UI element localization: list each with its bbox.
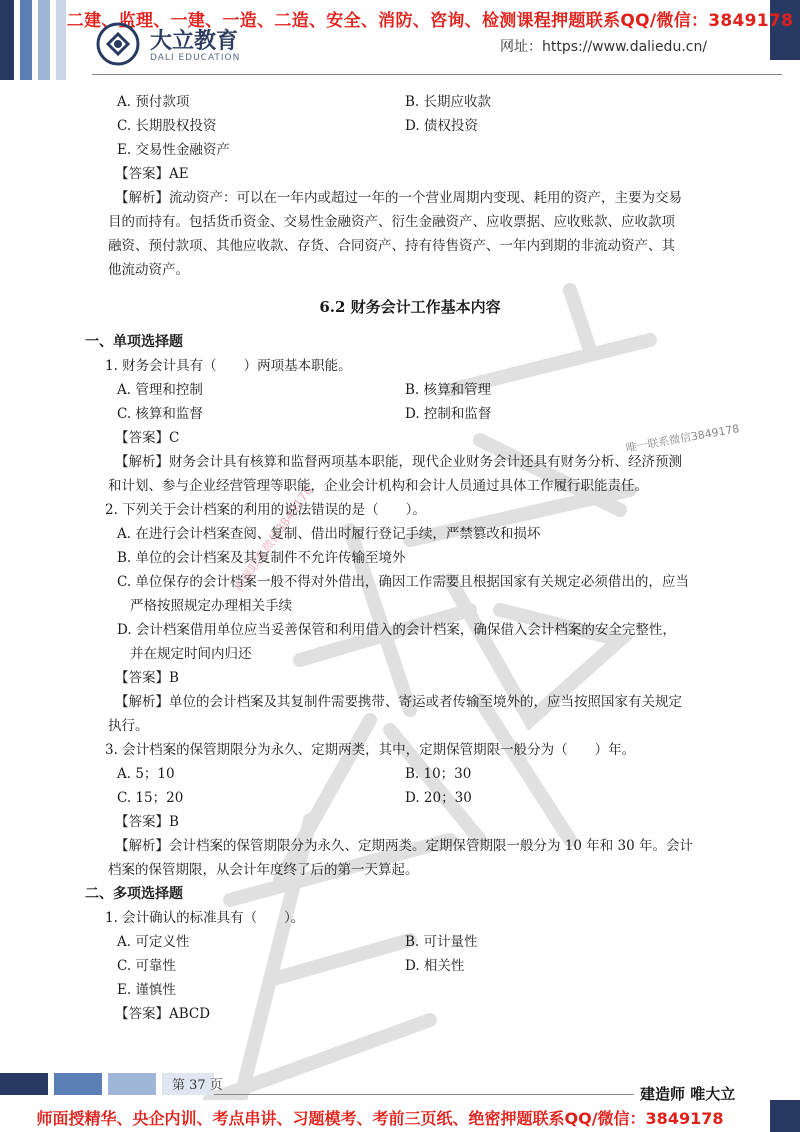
option-row <box>100 930 720 954</box>
page-content <box>85 90 720 1026</box>
footer-brand: 建造师 唯大立 <box>640 1085 736 1103</box>
option-a: A. 5；10 <box>117 766 175 782</box>
explanation-line: 他流动资产。 <box>108 262 189 278</box>
option-row <box>100 90 720 114</box>
option-b: B. 核算和管理 <box>405 382 492 398</box>
question-stem: 1. 会计确认的标准具有（ ）。 <box>105 910 305 926</box>
option-c: C. 长期股权投资 <box>117 118 217 134</box>
option-b: B. 10；30 <box>405 766 472 782</box>
section-title: 6.2 财务会计工作基本内容 <box>319 298 501 316</box>
website-url[interactable]: 网址：https://www.daliedu.cn/ <box>500 39 708 55</box>
dali-logo-icon <box>96 22 140 66</box>
answer: 【答案】AE <box>115 166 189 182</box>
option-row <box>100 378 720 402</box>
option-row <box>100 762 720 786</box>
page-number: 第 37 页 <box>172 1078 223 1093</box>
explanation-line: 执行。 <box>108 718 149 734</box>
answer: 【答案】C <box>115 430 180 446</box>
single-choice-heading: 一、单项选择题 <box>85 334 183 350</box>
watermark-pink-text: 押题联系微信3849178 <box>231 483 316 595</box>
explanation-line: 融资、预付款项、其他应收款、存货、合同资产、持有待售资产、一年内到期的非流动资产、其 <box>108 238 675 254</box>
option-c: C. 核算和监督 <box>117 406 203 422</box>
option-row <box>100 402 720 426</box>
explanation-line: 档案的保管期限，从会计年度终了后的第一天算起。 <box>108 862 419 878</box>
explanation-line: 和计划、参与企业经营管理等职能，企业会计机构和会计人员通过具体工作履行职能责任。 <box>108 478 648 494</box>
explanation-line: 目的而持有。包括货币资金、交易性金融资产、衍生金融资产、应收票据、应收账款、应收款项 <box>108 214 675 230</box>
option-row <box>100 954 720 978</box>
footer-corner-decoration <box>770 1100 800 1132</box>
explanation-line: 【解析】单位的会计档案及其复制件需要携带、寄运或者传输至境外的，应当按照国家有关规定 <box>115 694 682 710</box>
option-e: E. 交易性金融资产 <box>117 142 230 158</box>
question-stem: 2. 下列关于会计档案的利用的说法错误的是（ ）。 <box>105 502 426 518</box>
option-c: C. 单位保存的会计档案一般不得对外借出，确因工作需要且根据国家有关规定必须借出的，应当 <box>117 574 689 590</box>
answer: 【答案】ABCD <box>115 1006 211 1022</box>
multi-choice-heading: 二、多项选择题 <box>85 886 183 902</box>
option-b: B. 可计量性 <box>405 934 478 950</box>
top-promo-banner: 二建、监理、一建、一造、二造、安全、消防、咨询、检测课程押题联系QQ/微信：3849178 <box>66 11 794 31</box>
option-d: D. 控制和监督 <box>405 406 492 422</box>
option-c: C. 可靠性 <box>117 958 176 974</box>
option-c-continued: 严格按照规定办理相关手续 <box>130 598 292 614</box>
question-stem: 3. 会计档案的保管期限分为永久、定期两类，其中，定期保管期限一般分为（ ）年。 <box>105 742 636 758</box>
explanation-line: 【解析】流动资产：可以在一年内或超过一年的一个营业周期内变现、耗用的资产，主要为交易 <box>115 190 682 206</box>
explanation-line: 【解析】会计档案的保管期限分为永久、定期两类。定期保管期限一般分为 10 年和 30 年。会计 <box>115 838 694 854</box>
option-b: B. 单位的会计档案及其复制件不允许传输至境外 <box>117 550 406 566</box>
option-d-continued: 并在规定时间内归还 <box>130 646 252 662</box>
option-a: A. 在进行会计档案查阅、复制、借出时履行登记手续，严禁篡改和损坏 <box>117 526 541 542</box>
header-divider <box>92 74 782 75</box>
option-a: A. 可定义性 <box>117 934 190 950</box>
option-d: D. 20；30 <box>405 790 472 806</box>
explanation-line: 【解析】财务会计具有核算和监督两项基本职能，现代企业财务会计还具有财务分析、经济预测 <box>115 454 682 470</box>
option-a: A. 管理和控制 <box>117 382 203 398</box>
answer: 【答案】B <box>115 814 179 830</box>
option-c: C. 15；20 <box>117 790 184 806</box>
logo-text: 大立教育 <box>150 29 239 54</box>
option-b: B. 长期应收款 <box>405 94 492 110</box>
option-d: D. 会计档案借用单位应当妥善保管和利用借入的会计档案，确保借入会计档案的安全完整性， <box>117 622 676 638</box>
option-d: D. 债权投资 <box>405 118 478 134</box>
option-a: A. 预付款项 <box>117 94 190 110</box>
answer: 【答案】B <box>115 670 179 686</box>
option-d: D. 相关性 <box>405 958 465 974</box>
question-stem: 1. 财务会计具有（ ）两项基本职能。 <box>105 358 352 374</box>
option-row <box>100 786 720 810</box>
option-e: E. 谨慎性 <box>117 982 176 998</box>
bottom-promo-banner: 师面授精华、央企内训、考点串讲、习题模考、考前三页纸、绝密押题联系QQ/微信：3849178 <box>36 1109 724 1128</box>
watermark-contact-text: 唯一联系微信3849178 <box>624 422 741 455</box>
option-row <box>100 114 720 138</box>
logo-subtitle: DALI EDUCATION <box>150 53 241 63</box>
